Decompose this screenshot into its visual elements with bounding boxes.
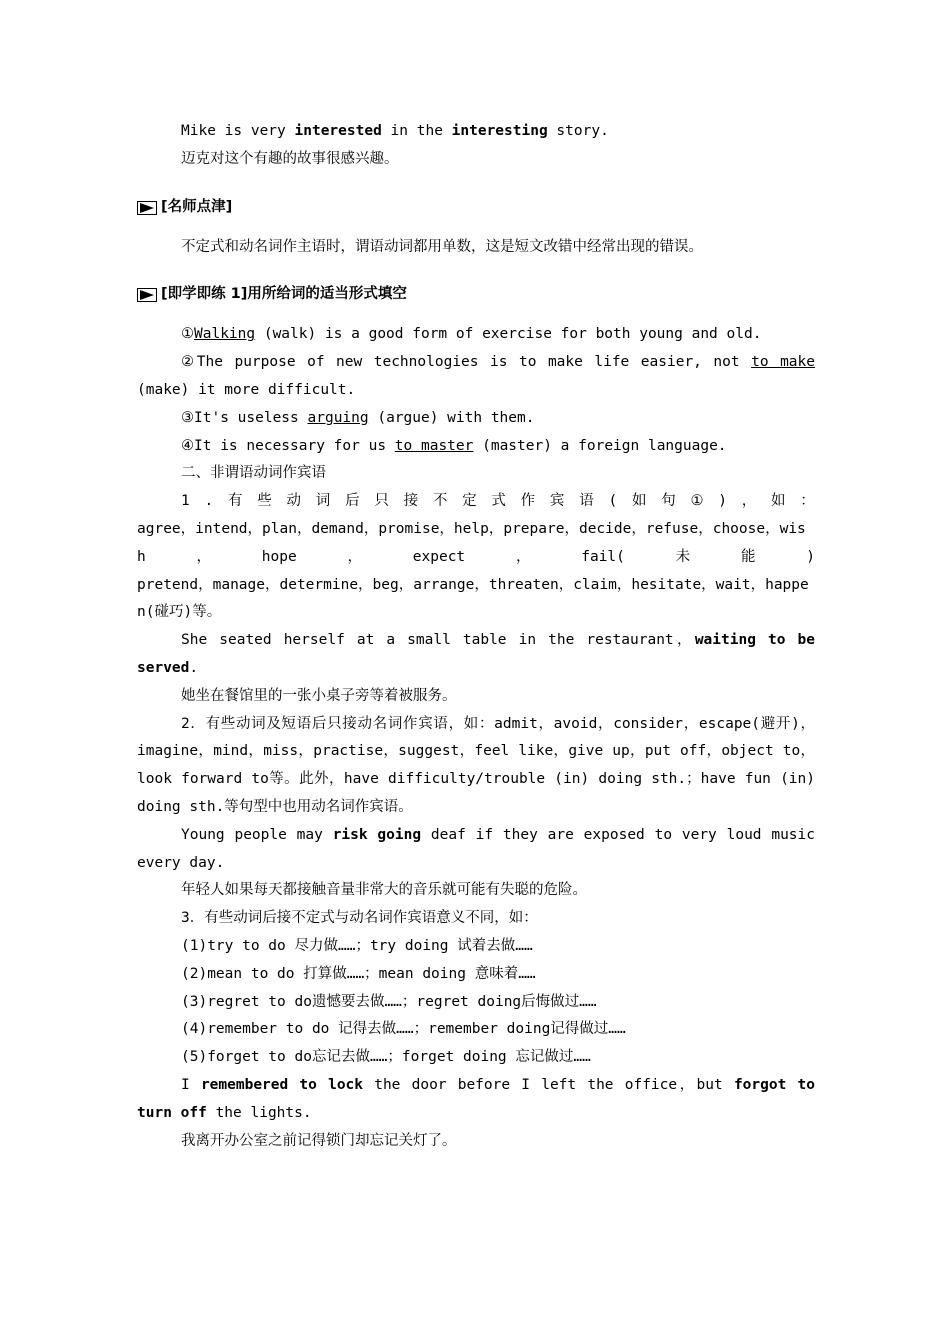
- bold-phrase: remembered to lock: [200, 1076, 364, 1093]
- spaced-word: (: [608, 493, 618, 510]
- spaced-word: 后: [345, 493, 360, 510]
- list-item: (1)try to do 尽力做……；try doing 试着去做……: [181, 937, 533, 954]
- spaced-word: ): [806, 548, 815, 565]
- practice-heading: [即学即练 1]用所给词的适当形式填空: [137, 281, 815, 309]
- spaced-word: 动: [286, 493, 302, 510]
- point3-text: 3．有些动词后接不定式与动名词作宾语意义不同，如：: [181, 910, 538, 927]
- example-remember: I remembered to lock the door before I left the office，but forgot to turn off the lights.: [137, 1076, 815, 1121]
- example-interest: Mike is very interested in the interesting story.: [181, 123, 609, 139]
- play-triangle-icon: [137, 201, 157, 215]
- example-waiting: She seated herself at a small table in the restaurant，waiting to be served.: [137, 632, 815, 676]
- document-page: [137, 118, 815, 1155]
- section-title: 二、非谓语动词作宾语: [181, 465, 326, 482]
- example-remember-translation: 我离开办公室之前记得锁门却忘记关灯了。: [181, 1132, 457, 1149]
- practice-q3: ③It's useless arguing (argue) with them.: [181, 409, 535, 426]
- spaced-word: 语: [579, 493, 594, 510]
- spaced-word: ，: [741, 493, 757, 510]
- point2-text: 2．有些动词及短语后只接动名词作宾语，如：admit，avoid，consider，escape(避开)，imagine，mind，miss，practise，suggest，feel like，give up，put off，object to，look forward to等。此外，have difficulty/trouble (in) doing sth.；have fun (in) doing sth.等句型中也用动名词作宾语。: [137, 715, 815, 815]
- spaced-word: expect: [412, 548, 466, 565]
- spaced-word: ): [718, 493, 727, 510]
- bold-word: interesting: [451, 123, 548, 139]
- spaced-word: ：: [800, 493, 815, 510]
- example-waiting-translation: 她坐在餐馆里的一张小桌子旁等着被服务。: [181, 687, 457, 704]
- list-item: (5)forget to do忘记去做……；forget doing 忘记做过……: [181, 1049, 591, 1066]
- answer-underlined: Walking: [194, 326, 256, 343]
- spaced-word: hope: [261, 548, 297, 565]
- spaced-word: 些: [257, 493, 272, 510]
- spaced-word: .: [204, 493, 214, 510]
- list-item: (2)mean to do 打算做……；mean doing 意味着……: [181, 965, 536, 982]
- spaced-word: ，: [347, 548, 362, 565]
- answer-underlined: arguing: [307, 409, 369, 426]
- spaced-word: 有: [228, 493, 243, 510]
- spaced-word: 1: [181, 493, 190, 510]
- spaced-word: 宾: [549, 493, 565, 510]
- practice-q1: ①Walking (walk) is a good form of exercise for both young and old.: [181, 326, 762, 343]
- spaced-word: ①: [690, 493, 704, 510]
- example-risk: Young people may risk going deaf if they are exposed to very loud music every day.: [137, 826, 815, 871]
- spaced-word: 只: [374, 493, 389, 510]
- play-triangle-icon: [137, 288, 157, 302]
- spaced-word: ，: [196, 548, 212, 565]
- bold-phrase: waiting to be served: [137, 632, 815, 676]
- bold-phrase: risk going: [332, 826, 422, 843]
- tips-heading: [名师点津]: [137, 194, 815, 222]
- spaced-word: 定: [462, 493, 477, 510]
- spaced-word: fail(: [581, 548, 625, 565]
- spaced-word: ，: [515, 548, 531, 565]
- spaced-word: 未: [675, 548, 691, 565]
- bold-word: interested: [294, 123, 382, 139]
- point1-verb-list-line: pretend，manage，determine，beg，arrange，threaten，claim，hesitate，wait，happe: [137, 576, 809, 593]
- spaced-word: 如: [631, 493, 647, 510]
- example-risk-translation: 年轻人如果每天都接触音量非常大的音乐就可能有失聪的危险。: [181, 882, 587, 899]
- practice-q2: ②The purpose of new technologies is to make life easier, not to make (make) it more difficult.: [137, 354, 815, 398]
- list-item: (3)regret to do遗憾要去做……；regret doing后悔做过……: [181, 993, 597, 1010]
- point1-verb-list-line: n(碰巧)等。: [137, 604, 222, 621]
- spaced-word: 能: [740, 548, 756, 565]
- bold-phrase: forgot to turn off: [137, 1076, 815, 1121]
- spaced-word: 不: [432, 493, 448, 510]
- answer-underlined: to master: [394, 437, 474, 454]
- point1-verb-list-line: agree，intend，plan，demand，promise，help，prepare，decide，refuse，choose，wis: [137, 520, 806, 537]
- spaced-word: 式: [491, 493, 506, 510]
- practice-q4: ④It is necessary for us to master (master) a foreign language.: [181, 437, 727, 454]
- answer-underlined: to make: [751, 354, 815, 371]
- point1-intro-line: [137, 488, 815, 516]
- spaced-word: h: [137, 548, 146, 565]
- example-interest-translation: 迈克对这个有趣的故事很感兴趣。: [181, 150, 399, 167]
- spaced-word: 如: [771, 493, 786, 510]
- tips-text: 不定式和动名词作主语时，谓语动词都用单数，这是短文改错中经常出现的错误。: [181, 238, 703, 255]
- spaced-word: 接: [403, 493, 419, 510]
- spaced-word: 句: [661, 493, 676, 510]
- point1-verb-list-line: [137, 544, 815, 572]
- spaced-word: 词: [315, 493, 331, 510]
- spaced-word: 作: [520, 493, 536, 510]
- list-item: (4)remember to do 记得去做……；remember doing记得做过……: [181, 1021, 626, 1038]
